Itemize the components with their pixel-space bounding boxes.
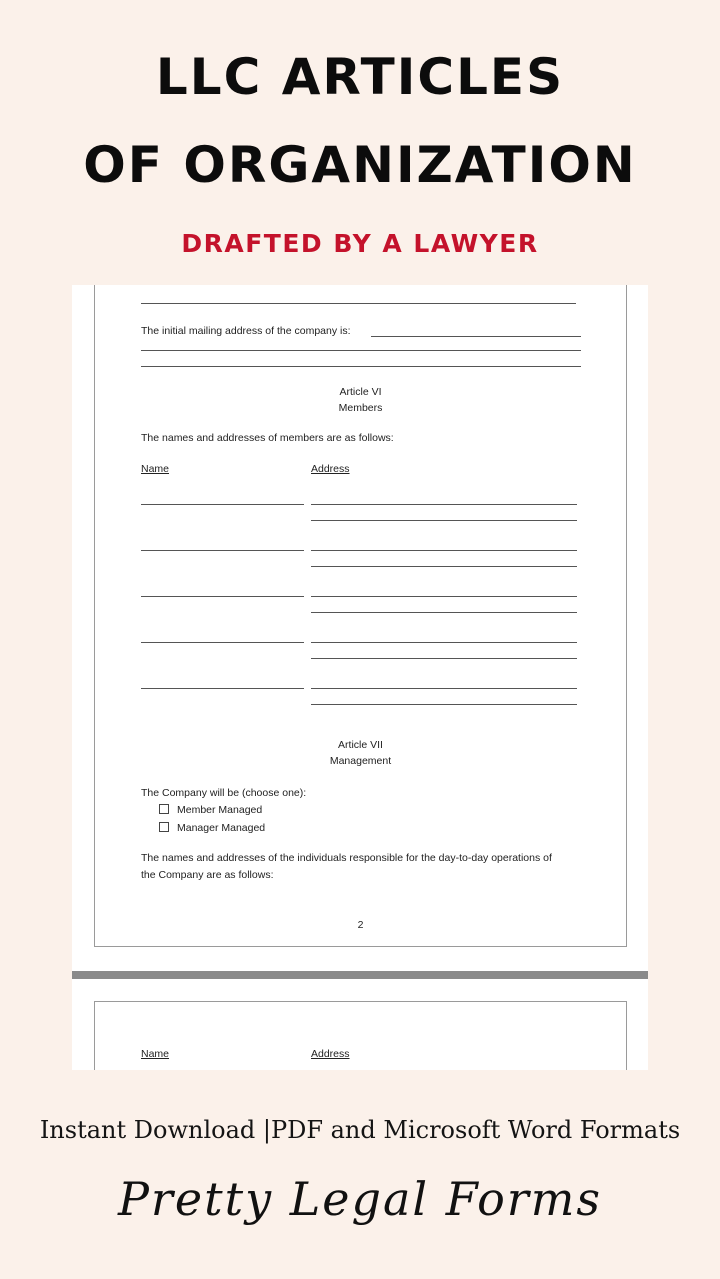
- article-7-title: Management: [329, 755, 392, 767]
- member-address-line: [311, 504, 577, 505]
- form-line: [141, 350, 581, 351]
- checkbox-icon[interactable]: [159, 822, 169, 832]
- checkbox-icon[interactable]: [159, 804, 169, 814]
- member-name-line: [141, 504, 304, 505]
- mailing-address-label: The initial mailing address of the company is:: [141, 325, 351, 337]
- member-address-line: [311, 642, 577, 643]
- option-manager-managed[interactable]: [159, 822, 265, 834]
- document-page-3: [94, 1001, 627, 1070]
- member-address-line: [311, 688, 577, 689]
- title-line-1: LLC ARTICLES: [155, 48, 565, 106]
- option-member-managed[interactable]: [159, 804, 262, 816]
- form-line: [141, 303, 576, 304]
- document-preview: [72, 285, 648, 1070]
- subtitle: DRAFTED BY A LAWYER: [181, 229, 539, 258]
- article-7-heading: Article VII: [338, 739, 383, 751]
- brand-logo: Pretty Legal Forms: [117, 1172, 603, 1226]
- document-page-2: [94, 285, 627, 947]
- individuals-text-line-2: the Company are as follows:: [141, 869, 274, 881]
- column-name-header: Name: [141, 463, 170, 475]
- members-intro: The names and addresses of members are as follows:: [141, 432, 394, 444]
- page2-column-name-header: Name: [141, 1048, 170, 1060]
- form-line: [371, 336, 581, 337]
- page-number: 2: [357, 919, 364, 931]
- member-name-line: [141, 550, 304, 551]
- article-6-title: Members: [338, 402, 383, 414]
- article-6-heading: Article VI: [339, 386, 382, 398]
- option-manager-managed-label: Manager Managed: [177, 822, 266, 834]
- member-address-line: [311, 550, 577, 551]
- choose-one-label: The Company will be (choose one):: [141, 787, 307, 799]
- member-address-line: [311, 520, 577, 521]
- member-address-line: [311, 658, 577, 659]
- page-divider: [72, 971, 648, 979]
- member-name-line: [141, 688, 304, 689]
- form-line: [141, 366, 581, 367]
- title-line-2: OF ORGANIZATION: [83, 136, 637, 194]
- member-address-line: [311, 566, 577, 567]
- member-name-line: [141, 596, 304, 597]
- member-address-line: [311, 704, 577, 705]
- formats-text: Instant Download |PDF and Microsoft Word Formats: [39, 1116, 681, 1144]
- option-member-managed-label: Member Managed: [177, 804, 263, 816]
- member-address-line: [311, 596, 577, 597]
- column-address-header: Address: [311, 463, 350, 475]
- member-address-line: [311, 612, 577, 613]
- page2-column-address-header: Address: [311, 1048, 350, 1060]
- member-name-line: [141, 642, 304, 643]
- individuals-text-line-1: The names and addresses of the individuals responsible for the day-to-day operations of: [141, 852, 552, 864]
